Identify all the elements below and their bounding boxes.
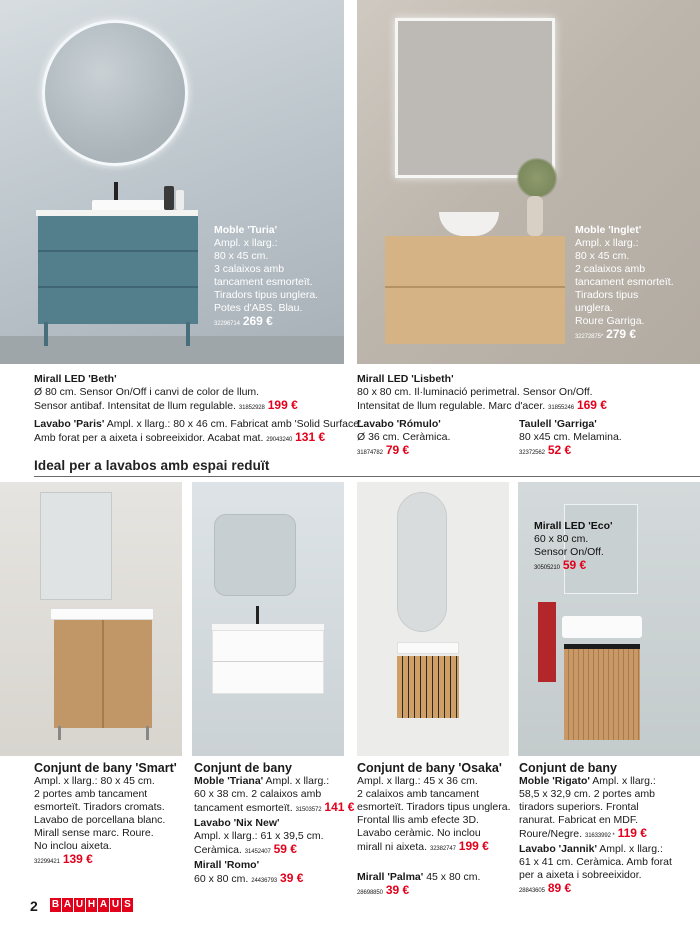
beth-price: 199 € <box>267 398 298 412</box>
eco-line: 60 x 80 cm. <box>534 533 589 545</box>
inglet-line: Ampl. x llarg.: <box>575 237 639 249</box>
turia-code: 32296714 <box>214 321 240 327</box>
inglet-code: 32272875* <box>575 334 604 340</box>
oval-mirror <box>397 492 447 632</box>
turia-price: 269 € <box>242 314 273 328</box>
osaka-line: mirall ni aixeta. <box>357 841 428 853</box>
palma-title: Mirall 'Palma' <box>357 871 424 883</box>
osaka-line: Frontal llis amb efecte 3D. <box>357 814 479 826</box>
beth-line: Ø 80 cm. Sensor On/Off i canvi de color de llum. <box>34 386 260 398</box>
turia-title: Moble 'Turia' <box>214 224 278 236</box>
paris-price: 131 € <box>295 430 326 444</box>
inglet-info <box>575 224 674 344</box>
beth-line: Sensor antibaf. Intensitat de llum regulable. <box>34 400 236 412</box>
rigato-line: 58,5 x 32,9 cm. 2 portes amb <box>519 788 655 800</box>
garriga-code: 32372562 <box>519 450 545 456</box>
smart-info <box>34 761 177 869</box>
rigato-line: tiradors superiors. Frontal <box>519 801 639 813</box>
romo-price: 39 € <box>280 871 304 885</box>
lisbeth-price: 169 € <box>576 398 607 412</box>
romulo-price: 79 € <box>385 443 410 457</box>
rigato-title: Conjunt de bany <box>519 761 617 775</box>
smart-line: esmorteït. Tiradors cromats. <box>34 801 165 813</box>
cabinet-leg <box>146 726 149 740</box>
photo-osaka-set <box>357 482 509 756</box>
cabinet-leg <box>58 726 61 740</box>
beth-title: Mirall LED 'Beth' <box>34 373 117 385</box>
basin <box>562 616 642 638</box>
garriga-title: Taulell 'Garriga' <box>519 418 597 430</box>
eco-title: Mirall LED 'Eco' <box>534 520 613 532</box>
lisbeth-code: 31855246 <box>548 405 575 411</box>
section-title: Ideal per a lavabos amb espai reduït <box>34 458 270 473</box>
blue-cabinet <box>38 216 198 324</box>
turia-line: Ampl. x llarg.: <box>214 237 278 249</box>
vessel-basin <box>439 212 499 236</box>
round-led-mirror <box>42 20 188 166</box>
triana-line: tancament esmorteït. <box>194 802 293 814</box>
smart-line: Lavabo de porcellana blanc. <box>34 814 166 826</box>
inglet-line: tancament esmorteït. <box>575 276 674 288</box>
turia-line: tancament esmorteït. <box>214 276 313 288</box>
beth-info <box>34 373 298 415</box>
logo-letter: U <box>75 899 84 910</box>
cabinet-leg <box>44 322 48 346</box>
triana-moble-price: 141 € <box>324 800 355 814</box>
osaka-title: Conjunt de bany 'Osaka' <box>357 761 502 775</box>
red-towel <box>538 602 556 682</box>
paris-info <box>34 418 364 447</box>
triana-line: Ampl. x llarg.: <box>263 775 330 787</box>
photo-triana-set <box>192 482 344 756</box>
cabinet-leg <box>186 322 190 346</box>
slatted-cabinet <box>397 656 459 718</box>
nix-new-title: Lavabo 'Nix New' <box>194 817 280 829</box>
romulo-code: 31874782 <box>357 450 383 456</box>
rigato-line: ranurat. Fabricat en MDF. <box>519 814 639 826</box>
oak-cabinet <box>54 620 152 728</box>
triana-line: 60 x 38 cm. 2 calaixos amb <box>194 788 322 800</box>
inglet-line: 2 calaixos amb <box>575 263 646 275</box>
logo-letter: A <box>99 899 108 910</box>
osaka-line: 2 calaixos amb tancament <box>357 788 479 800</box>
smart-line: Ampl. x llarg.: 80 x 45 cm. <box>34 775 155 787</box>
garriga-info <box>519 418 622 460</box>
osaka-code: 32382747 <box>429 846 456 852</box>
rigato-line: Roure/Negre. <box>519 828 583 840</box>
soap-bottle <box>164 186 174 210</box>
vase <box>527 196 543 236</box>
nix-new-code: 31452407 <box>244 849 271 855</box>
turia-line: Tiradors tipus unglera. <box>214 289 319 301</box>
smart-title: Conjunt de bany 'Smart' <box>34 761 177 775</box>
triana-title: Conjunt de bany <box>194 761 292 775</box>
osaka-line: esmorteït. Tiradors tipus unglera. <box>357 801 511 813</box>
lisbeth-line: Intensitat de llum regulable. Marc d'acer. <box>357 400 546 412</box>
tap <box>256 606 259 624</box>
floor <box>0 336 344 364</box>
inglet-line: unglera. <box>575 302 613 314</box>
nix-new-price: 59 € <box>273 842 297 856</box>
lisbeth-line: 80 x 80 cm. Il·luminació perimetral. Sensor On/Off. <box>357 386 593 398</box>
eco-info <box>534 520 613 575</box>
basin <box>50 608 154 620</box>
rigato-info <box>519 761 672 898</box>
palma-info <box>357 871 480 900</box>
smart-code: 32299421 <box>34 859 60 865</box>
turia-line: Potes d'ABS. Blau. <box>214 302 303 314</box>
romulo-line: Ø 36 cm. Ceràmica. <box>357 431 451 443</box>
photo-smart-set <box>0 482 182 756</box>
plant <box>515 158 559 198</box>
nix-new-line: Ceràmica. <box>194 844 242 856</box>
jannik-code: 28843605 <box>519 888 545 894</box>
romo-code: 24436793 <box>251 878 278 884</box>
osaka-price: 199 € <box>458 839 489 853</box>
palma-code: 28698850 <box>357 890 383 896</box>
jannik-title: Lavabo 'Jannik' <box>519 843 597 855</box>
garriga-price: 52 € <box>547 443 572 457</box>
oak-cabinet <box>385 236 565 344</box>
osaka-line: Ampl. x llarg.: 45 x 36 cm. <box>357 775 478 787</box>
jannik-line: Ampl. x llarg.: <box>596 843 663 855</box>
palma-line: 45 x 80 cm. <box>423 871 481 883</box>
eco-line: Sensor On/Off. <box>534 546 604 558</box>
palma-price: 39 € <box>385 883 410 897</box>
triana-moble-code: 31503572 <box>295 807 322 813</box>
logo-letter: A <box>63 899 72 910</box>
rectangular-mirror <box>40 492 112 600</box>
paris-line: Amb forat per a aixeta i sobreeixidor. Acabat mat. <box>34 432 264 444</box>
logo-letter: H <box>87 899 96 910</box>
nix-new-line: Ampl. x llarg.: 61 x 39,5 cm. <box>194 830 324 842</box>
turia-info <box>214 224 318 331</box>
white-cabinet <box>212 630 324 694</box>
turia-line: 80 x 45 cm. <box>214 250 269 262</box>
page-number: 2 <box>30 898 38 914</box>
basin <box>397 642 459 654</box>
soap-bottle <box>176 190 184 210</box>
lisbeth-info <box>357 373 607 415</box>
logo-letter: S <box>122 898 133 912</box>
rigato-moble-title: Moble 'Rigato' <box>519 775 590 787</box>
turia-line: 3 calaixos amb <box>214 263 285 275</box>
eco-price: 59 € <box>562 558 587 572</box>
triana-moble-title: Moble 'Triana' <box>194 775 264 787</box>
osaka-line: Lavabo ceràmic. No inclou <box>357 827 481 839</box>
romo-line: 60 x 80 cm. <box>194 873 249 885</box>
osaka-info <box>357 761 511 856</box>
smart-line: Mirall sense marc. Roure. <box>34 827 154 839</box>
square-led-mirror <box>395 18 555 178</box>
smart-price: 139 € <box>62 852 93 866</box>
section-divider <box>34 476 700 477</box>
tap <box>114 182 118 202</box>
romulo-title: Lavabo 'Rómulo' <box>357 418 441 430</box>
inglet-line: Tiradors tipus <box>575 289 639 301</box>
triana-info <box>194 761 354 888</box>
logo-letter: U <box>111 899 120 910</box>
rigato-price: 119 € <box>617 826 647 840</box>
inglet-title: Moble 'Inglet' <box>575 224 642 236</box>
jannik-line: 61 x 41 cm. Ceràmica. Amb forat <box>519 856 672 868</box>
inglet-line: Roure Garriga. <box>575 315 645 327</box>
rigato-code: 31633992 * <box>584 833 615 839</box>
jannik-line: per a aixeta i sobreeixidor. <box>519 869 642 881</box>
garriga-line: 80 x45 cm. Melamina. <box>519 431 622 443</box>
paris-line: Ampl. x llarg.: 80 x 46 cm. Fabricat amb 'Solid Surface'. <box>104 418 364 430</box>
paris-code: 29043240 <box>266 437 293 443</box>
romulo-info <box>357 418 450 460</box>
eco-code: 30505210 <box>534 565 560 571</box>
bauhaus-logo <box>50 898 133 912</box>
romo-title: Mirall 'Romo' <box>194 859 260 871</box>
paris-title: Lavabo 'Paris' <box>34 418 105 430</box>
lisbeth-title: Mirall LED 'Lisbeth' <box>357 373 454 385</box>
ribbed-cabinet <box>564 644 640 740</box>
logo-letter: B <box>51 899 60 910</box>
inglet-line: 80 x 45 cm. <box>575 250 630 262</box>
smart-line: No inclou aixeta. <box>34 840 112 852</box>
rounded-mirror <box>214 514 296 596</box>
jannik-price: 89 € <box>547 881 572 895</box>
beth-code: 31852928 <box>238 405 265 411</box>
rigato-line: Ampl. x llarg.: <box>589 775 656 787</box>
smart-line: 2 portes amb tancament <box>34 788 148 800</box>
inglet-price: 279 € <box>606 327 637 341</box>
